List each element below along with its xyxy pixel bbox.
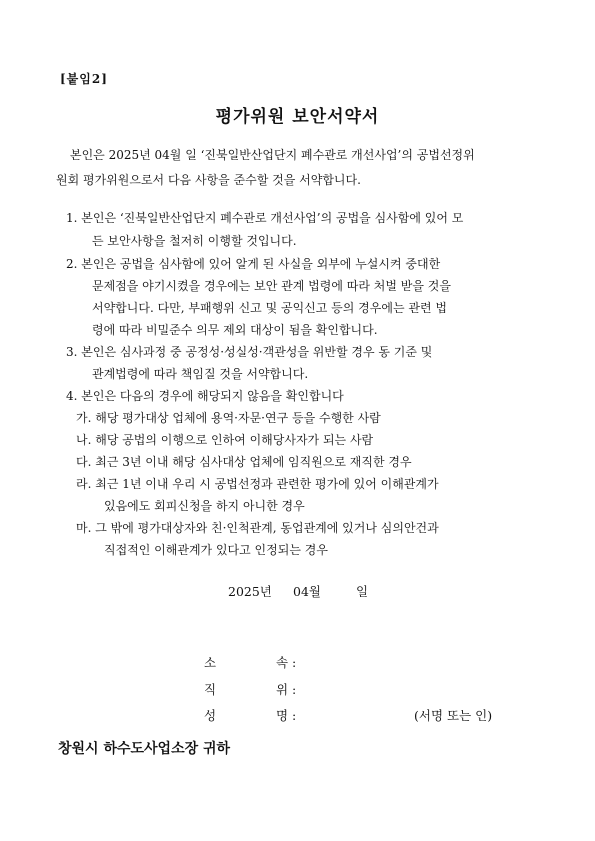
subitem-ma-line-2: 직접적인 이해관계가 있다고 인정되는 경우 [104, 543, 328, 557]
subitem-ra-line-2: 있음에도 회피신청을 하지 아니한 경우 [104, 499, 305, 513]
subitem-ra-line-1: 라. 최근 1년 이내 우리 시 공법선정과 관련한 평가에 있어 이해관계가 [76, 477, 439, 491]
subitem-da: 다. 최근 3년 이내 해당 심사대상 업체에 임직원으로 재직한 경우 [76, 455, 412, 469]
name-label-a: 성 [204, 708, 217, 723]
attachment-label: [붙임2] [60, 72, 108, 86]
subitem-ga: 가. 해당 평가대상 업체에 용역·자문·연구 등을 수행한 사람 [76, 411, 381, 425]
item-3-line-2: 관계법령에 따라 책임질 것을 서약합니다. [92, 367, 309, 381]
item-1-line-1: 1. 본인은 ‘진북일반산업단지 폐수관로 개선사업’의 공법을 심사함에 있어 모 [66, 211, 464, 225]
document-title: 평가위원 보안서약서 [215, 107, 380, 127]
item-3-line-1: 3. 본인은 심사과정 중 공정성·성실성·객관성을 위반할 경우 동 기준 및 [66, 345, 433, 359]
position-label-a: 직 [204, 682, 217, 697]
item-4-line-1: 4. 본인은 다음의 경우에 해당되지 않음을 확인합니다 [66, 389, 344, 403]
item-2-line-1: 2. 본인은 공법을 심사함에 있어 알게 된 사실을 외부에 누설시켜 중대한 [66, 257, 441, 271]
recipient-line: 창원시 하수도사업소장 귀하 [58, 741, 231, 757]
subitem-ma-line-1: 마. 그 밖에 평가대상자와 친·인척관계, 동업관계에 있거나 심의안건과 [76, 521, 439, 535]
item-2-line-4: 령에 따라 비밀준수 의무 제외 대상이 됨을 확인합니다. [92, 323, 378, 337]
date-year: 2025년 [228, 584, 272, 599]
item-2-line-3: 서약합니다. 다만, 부패행위 신고 및 공익신고 등의 경우에는 관련 법 [92, 301, 447, 315]
intro-line-1: 본인은 2025년 04월 일 ‘진북일반산업단지 폐수관로 개선사업’의 공법선정위 [70, 148, 475, 162]
position-label-b: 위 : [276, 682, 297, 697]
item-2-line-2: 문제점을 야기시켰을 경우에는 보안 관계 법령에 따라 처벌 받을 것을 [92, 279, 451, 293]
intro-line-2: 원회 평가위원으로서 다음 사항을 준수할 것을 서약합니다. [56, 173, 361, 187]
item-1-line-2: 든 보안사항을 철저히 이행할 것입니다. [92, 234, 297, 248]
affiliation-label-a: 소 [204, 655, 217, 670]
signature-note: (서명 또는 인) [414, 708, 493, 723]
subitem-na: 나. 해당 공법의 이행으로 인하여 이해당사자가 되는 사람 [76, 433, 374, 447]
affiliation-label-b: 속 : [276, 655, 297, 670]
date-month: 04월 [293, 584, 321, 599]
name-label-b: 명 : [276, 708, 297, 723]
date-day: 일 [356, 584, 369, 599]
